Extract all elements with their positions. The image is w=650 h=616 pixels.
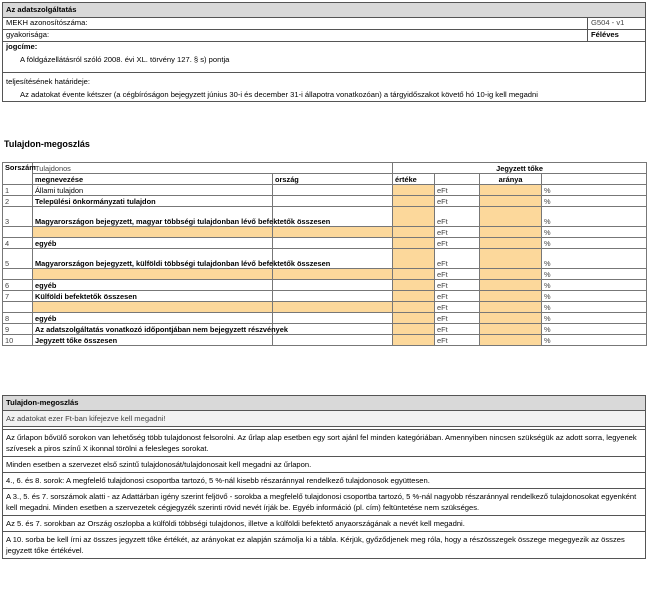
unit-eft: eFt: [435, 249, 480, 269]
row-number: 5: [3, 249, 33, 269]
info-p6: A 10. sorba be kell írni az összes jegyzett tőke értékét, az arányokat ez alapján számolja ki a tábla. Kérjük, győződjenek meg róla, hogy a részösszegek összege megegyezik az összes jegyzett tőke értékével.: [6, 535, 625, 555]
ratio-input[interactable]: [480, 196, 542, 207]
value-input[interactable]: [393, 335, 435, 346]
unit-eft: eFt: [435, 185, 480, 196]
col-jegyzett: Jegyzett tőke: [393, 163, 647, 174]
country-cell: [273, 196, 393, 207]
owner-name: Állami tulajdon: [33, 185, 273, 196]
owner-name: Magyarországon bejegyzett, magyar többségi tulajdonban lévő befektetők összesen: [33, 207, 273, 227]
unit-pct: %: [542, 227, 647, 238]
owner-name: egyéb: [33, 313, 273, 324]
value-input[interactable]: [393, 324, 435, 335]
unit-pct: %: [542, 324, 647, 335]
owner-name: Települési önkormányzati tulajdon: [33, 196, 273, 207]
unit-eft: eFt: [435, 227, 480, 238]
col-megnevezese: megnevezése: [33, 174, 273, 185]
owner-name[interactable]: [33, 269, 273, 280]
table-row: [3, 196, 647, 207]
unit-eft: eFt: [435, 291, 480, 302]
row-number: 3: [3, 207, 33, 227]
deadline-label: teljesítésének határideje:: [6, 77, 91, 86]
row-number: 10: [3, 335, 33, 346]
ratio-input[interactable]: [480, 291, 542, 302]
country-cell: [273, 185, 393, 196]
table-row: [3, 207, 647, 227]
mekh-row: [3, 18, 645, 30]
unit-eft: eFt: [435, 335, 480, 346]
table-row: [3, 324, 647, 335]
value-input[interactable]: [393, 313, 435, 324]
owner-name: egyéb: [33, 280, 273, 291]
owner-name: egyéb: [33, 238, 273, 249]
legal-label: jogcíme:: [6, 42, 38, 51]
unit-eft: eFt: [435, 302, 480, 313]
unit-eft: eFt: [435, 280, 480, 291]
country-cell: [273, 291, 393, 302]
unit-pct: %: [542, 196, 647, 207]
owner-name: Az adatszolgáltatás vonatkozó időpontjában nem bejegyzett részvények: [33, 324, 273, 335]
table-row: [3, 185, 647, 196]
legal-row: [3, 42, 645, 73]
table-row: [3, 269, 647, 280]
owner-name: Külföldi befektetők összesen: [33, 291, 273, 302]
header-box: [2, 2, 646, 102]
info-p4: A 3., 5. és 7. sorszámok alatti - az Adattárban igény szerint feljövő - sorokba a megfelelő tulajdonosi csoportba tartozó, 5 %-nál nagyobb részaránnyal rendelkező tulajdonosokat egyenként kell megadni. Minden esetben a szervezetek cégjegyzék szerinti rövid nevét írják be. Egyéb információ (pl. cím) feltüntetése nem szükséges.: [3, 489, 645, 516]
deadline-row: [3, 77, 645, 109]
legal-text: A földgázellátásról szóló 2008. évi XL. törvény 127. § s) pontja: [20, 55, 230, 64]
row-number: [3, 227, 33, 238]
value-input[interactable]: [393, 249, 435, 269]
unit-pct: %: [542, 249, 647, 269]
row-number: 2: [3, 196, 33, 207]
info-p1: Az űrlapon bővülő sorokon van lehetőség több tulajdonost felsorolni. Az űrlap alap esetben egy sort ajánl fel minden kategóriában. Amennyiben nincsen szükségük az adott sorra, legyenek szívesek a piros színű X ikonnal törölni a felesleges sorokat.: [3, 430, 645, 457]
owner-name: Jegyzett tőke összesen: [33, 335, 273, 346]
table-row: [3, 227, 647, 238]
value-input[interactable]: [393, 185, 435, 196]
info-subtitle: Az adatokat ezer Ft-ban kifejezve kell megadni!: [3, 411, 645, 427]
info-p5: Az 5. és 7. sorokban az Ország oszlopba a külföldi többségi tulajdonos, illetve a külföldi befektető anyaországának a nevét kell megadni.: [3, 516, 645, 532]
country-cell: [273, 313, 393, 324]
owner-name[interactable]: [33, 302, 273, 313]
value-input[interactable]: [393, 269, 435, 280]
info-p2: Minden esetben a szervezet első szintű tulajdonosát/tulajdonosait kell megadni az űrlapon.: [3, 457, 645, 473]
ratio-input[interactable]: [480, 324, 542, 335]
info-title: Tulajdon-megoszlás: [3, 396, 645, 411]
owner-name: Magyarországon bejegyzett, külföldi többségi tulajdonban lévő befektetők összesen: [33, 249, 273, 269]
table-row: [3, 249, 647, 269]
unit-eft: eFt: [435, 238, 480, 249]
country-cell: [273, 335, 393, 346]
ratio-input[interactable]: [480, 280, 542, 291]
info-box: [2, 395, 646, 559]
ownership-table: [2, 162, 647, 346]
country-cell[interactable]: [273, 227, 393, 238]
country-cell[interactable]: [273, 302, 393, 313]
unit-pct: %: [542, 313, 647, 324]
row-number: 6: [3, 280, 33, 291]
freq-row: [3, 30, 645, 42]
table-row: [3, 291, 647, 302]
row-number: [3, 302, 33, 313]
table-row: [3, 238, 647, 249]
unit-pct: %: [542, 291, 647, 302]
value-input[interactable]: [393, 207, 435, 227]
section-title: Tulajdon-megoszlás: [4, 139, 90, 149]
unit-eft: eFt: [435, 313, 480, 324]
row-number: 7: [3, 291, 33, 302]
col-aranya: aránya: [480, 174, 542, 185]
unit-eft: eFt: [435, 269, 480, 280]
unit-pct: %: [542, 302, 647, 313]
ratio-input[interactable]: [480, 269, 542, 280]
table-row: [3, 313, 647, 324]
value-input[interactable]: [393, 280, 435, 291]
unit-pct: %: [542, 238, 647, 249]
ratio-input[interactable]: [480, 185, 542, 196]
table-row: [3, 335, 647, 346]
unit-eft: eFt: [435, 196, 480, 207]
unit-pct: %: [542, 207, 647, 227]
col-orszag: ország: [273, 174, 393, 185]
unit-pct: %: [542, 335, 647, 346]
country-cell[interactable]: [273, 269, 393, 280]
ratio-input[interactable]: [480, 335, 542, 346]
unit-pct: %: [542, 269, 647, 280]
mekh-label: MEKH azonosítószáma:: [6, 18, 88, 27]
ratio-input[interactable]: [480, 302, 542, 313]
table-row: [3, 302, 647, 313]
row-number: [3, 269, 33, 280]
unit-pct: %: [542, 185, 647, 196]
value-input[interactable]: [393, 291, 435, 302]
table-row: [3, 280, 647, 291]
row-number: 8: [3, 313, 33, 324]
ratio-input[interactable]: [480, 227, 542, 238]
value-input[interactable]: [393, 227, 435, 238]
country-cell: [273, 238, 393, 249]
freq-label: gyakorisága:: [6, 30, 50, 39]
value-input[interactable]: [393, 302, 435, 313]
country-cell: [273, 324, 393, 335]
deadline-text: Az adatokat évente kétszer (a cégbíróságon bejegyzett június 30-i és december 31-i állapotra vonatkozóan) a tárgyidőszakot követő hó 10-ig kell megadni: [20, 90, 538, 99]
ratio-input[interactable]: [480, 249, 542, 269]
row-number: 1: [3, 185, 33, 196]
col-erteke: értéke: [393, 174, 435, 185]
freq-value: Féléves: [587, 30, 645, 41]
ratio-input[interactable]: [480, 313, 542, 324]
ratio-input[interactable]: [480, 238, 542, 249]
ratio-input[interactable]: [480, 207, 542, 227]
value-input[interactable]: [393, 238, 435, 249]
col-sorszam: Sorszám: [3, 163, 33, 185]
unit-eft: eFt: [435, 324, 480, 335]
country-cell: [273, 280, 393, 291]
unit-eft: eFt: [435, 207, 480, 227]
owner-name[interactable]: [33, 227, 273, 238]
row-number: 9: [3, 324, 33, 335]
unit-pct: %: [542, 280, 647, 291]
mekh-value: G504 - v1: [587, 18, 645, 29]
info-p3: 4., 6. és 8. sorok: A megfelelő tulajdonosi csoportba tartozó, 5 %-nál kisebb részaránnyal rendelkező tulajdonosok együttesen.: [3, 473, 645, 489]
value-input[interactable]: [393, 196, 435, 207]
row-number: 4: [3, 238, 33, 249]
header-title: Az adatszolgáltatás: [3, 3, 645, 18]
col-tulajdonos: Tulajdonos: [33, 163, 393, 174]
